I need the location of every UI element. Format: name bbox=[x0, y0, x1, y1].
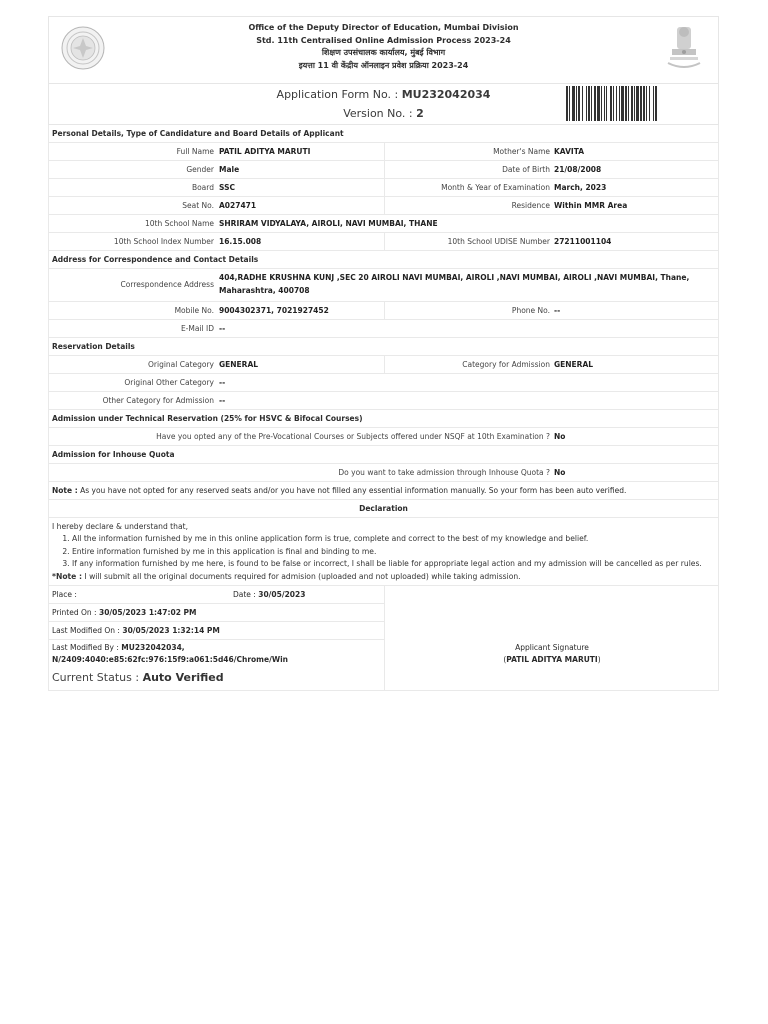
value-admission-category: GENERAL bbox=[554, 360, 594, 369]
last-modified-on: Last Modified On : 30/05/2023 1:32:14 PM bbox=[52, 626, 220, 636]
row-inhouse-question bbox=[48, 464, 719, 482]
row-other-admission-category bbox=[48, 392, 719, 410]
status-badge: Auto Verified bbox=[142, 671, 224, 685]
value-mobile: 9004302371, 7021927452 bbox=[219, 306, 329, 315]
current-status: Current Status : Auto Verified bbox=[52, 671, 224, 685]
section-inhouse-quota: Admission for Inhouse Quota bbox=[48, 446, 719, 464]
row-correspondence-address bbox=[48, 269, 719, 302]
date-field: Date : 30/05/2023 bbox=[233, 590, 306, 600]
label-inhouse-question: Do you want to take admission through Inhouse Quota ? bbox=[338, 468, 550, 477]
declaration-item: 2. Entire information furnished by me in this application is final and binding to me. bbox=[72, 546, 715, 558]
row-board bbox=[48, 179, 719, 197]
last-modified-by: Last Modified By : MU232042034, N/2409:4040:e85:62fc:976:15f9:a061:5d46/Chrome/Win bbox=[52, 643, 289, 665]
value-dob: 21/08/2008 bbox=[554, 165, 602, 174]
form-footer bbox=[48, 586, 719, 691]
value-original-category: GENERAL bbox=[219, 360, 259, 369]
label-residence: Residence bbox=[511, 201, 550, 210]
header-text bbox=[129, 22, 638, 72]
value-school-name: SHRIRAM VIDYALAYA, AIROLI, NAVI MUMBAI, THANE bbox=[219, 219, 438, 228]
label-admission-category: Category for Admission bbox=[462, 360, 550, 369]
form-header bbox=[48, 16, 719, 84]
declaration-intro: I hereby declare & understand that, bbox=[52, 522, 189, 531]
value-exam-month-year: March, 2023 bbox=[554, 183, 607, 192]
declaration-title: Declaration bbox=[48, 500, 719, 518]
row-gender bbox=[48, 161, 719, 179]
label-place: Place : bbox=[52, 590, 77, 600]
label-gender: Gender bbox=[186, 165, 214, 174]
signature-name: (PATIL ADITYA MARUTI) bbox=[503, 655, 601, 665]
header-line-3: शिक्षण उपसंचालक कार्यालय, मुंबई विभाग bbox=[321, 48, 446, 57]
label-dob: Date of Birth bbox=[502, 165, 550, 174]
declaration-body bbox=[48, 518, 719, 586]
row-school-index bbox=[48, 233, 719, 251]
value-email: -- bbox=[219, 324, 226, 333]
label-udise: 10th School UDISE Number bbox=[447, 237, 550, 246]
value-full-name: PATIL ADITYA MARUTI bbox=[219, 147, 311, 156]
declaration-note: *Note : I will submit all the original documents required for admision (uploaded and not uploaded) while taking admission. bbox=[52, 571, 521, 581]
label-original-other-category: Original Other Category bbox=[124, 378, 214, 387]
label-board: Board bbox=[191, 183, 214, 192]
value-other-admission-category: -- bbox=[219, 396, 226, 405]
declaration-list bbox=[52, 533, 715, 570]
value-residence: Within MMR Area bbox=[554, 201, 628, 210]
header-line-2: Std. 11th Centralised Online Admission Process 2023-24 bbox=[256, 35, 511, 45]
declaration-item: 1. All the information furnished by me in this online application form is true, complete and correct to the best of my knowledge and belief. bbox=[72, 533, 715, 545]
value-original-other-category: -- bbox=[219, 378, 226, 387]
value-seat-no: A027471 bbox=[219, 201, 257, 210]
value-nsqf-answer: No bbox=[554, 432, 566, 441]
national-emblem-icon bbox=[662, 23, 706, 75]
value-school-index: 16.15.008 bbox=[219, 237, 262, 246]
label-correspondence-address: Correspondence Address bbox=[120, 280, 214, 289]
label-seat-no: Seat No. bbox=[182, 201, 214, 210]
version-number: Version No. : 2 bbox=[343, 107, 424, 120]
row-original-other-category bbox=[48, 374, 719, 392]
section-reservation: Reservation Details bbox=[48, 338, 719, 356]
label-phone: Phone No. bbox=[511, 306, 550, 315]
section-technical-reservation: Admission under Technical Reservation (25% for HSVC & Bifocal Courses) bbox=[48, 410, 719, 428]
label-original-category: Original Category bbox=[148, 360, 214, 369]
row-mobile bbox=[48, 302, 719, 320]
label-other-admission-category: Other Category for Admission bbox=[102, 396, 214, 405]
note-text: As you have not opted for any reserved seats and/or you have not filled any essential information manually. So your form has been auto verified. bbox=[80, 486, 627, 495]
printed-on: Printed On : 30/05/2023 1:47:02 PM bbox=[52, 608, 197, 618]
section-personal-details: Personal Details, Type of Candidature and Board Details of Applicant bbox=[48, 125, 719, 143]
value-correspondence-address: 404,RADHE KRUSHNA KUNJ ,SEC 20 AIROLI NAVI MUMBAI, AIROLI ,NAVI MUMBAI, AIROLI ,NAVI MUMBAI, Thane, Maharashtra, 400708 bbox=[219, 273, 690, 295]
row-name bbox=[48, 143, 719, 161]
label-full-name: Full Name bbox=[176, 147, 214, 156]
value-inhouse-answer: No bbox=[554, 468, 566, 477]
section-address: Address for Correspondence and Contact Details bbox=[48, 251, 719, 269]
declaration-item: 3. If any information furnished by me here, is found to be false or incorrect, I shall be liable for appropriate legal action and my admission will be cancelled as per rules. bbox=[72, 558, 715, 570]
maharashtra-seal-icon bbox=[61, 26, 105, 70]
value-udise: 27211001104 bbox=[554, 237, 612, 246]
application-form bbox=[48, 16, 719, 691]
label-school-name: 10th School Name bbox=[144, 219, 214, 228]
auto-verified-note bbox=[48, 482, 719, 500]
label-mobile: Mobile No. bbox=[174, 306, 214, 315]
application-form-number: Application Form No. : MU232042034 bbox=[276, 88, 491, 101]
row-email bbox=[48, 320, 719, 338]
header-line-4: इयत्ता 11 वी केंद्रीय ऑनलाइन प्रवेश प्रक्रिया 2023-24 bbox=[298, 60, 469, 70]
label-mother-name: Mother's Name bbox=[493, 147, 550, 156]
label-exam-month-year: Month & Year of Examination bbox=[441, 183, 550, 192]
label-nsqf-question: Have you opted any of the Pre-Vocational Courses or Subjects offered under NSQF at 10th Examination ? bbox=[156, 432, 550, 441]
row-nsqf-question bbox=[48, 428, 719, 446]
value-mother-name: KAVITA bbox=[554, 147, 585, 156]
row-place-date bbox=[49, 586, 384, 604]
barcode-icon bbox=[566, 86, 706, 121]
value-board: SSC bbox=[219, 183, 235, 192]
applicant-signature bbox=[384, 642, 720, 666]
label-school-index: 10th School Index Number bbox=[113, 237, 214, 246]
note-label: Note : bbox=[52, 486, 78, 495]
row-seat bbox=[48, 197, 719, 215]
row-category bbox=[48, 356, 719, 374]
application-number-box bbox=[48, 84, 719, 125]
value-phone: -- bbox=[554, 306, 561, 315]
signature-label: Applicant Signature bbox=[515, 643, 589, 653]
label-email: E-Mail ID bbox=[180, 324, 214, 333]
header-line-1: Office of the Deputy Director of Education, Mumbai Division bbox=[248, 23, 519, 32]
row-school-name bbox=[48, 215, 719, 233]
value-gender: Male bbox=[219, 165, 240, 174]
